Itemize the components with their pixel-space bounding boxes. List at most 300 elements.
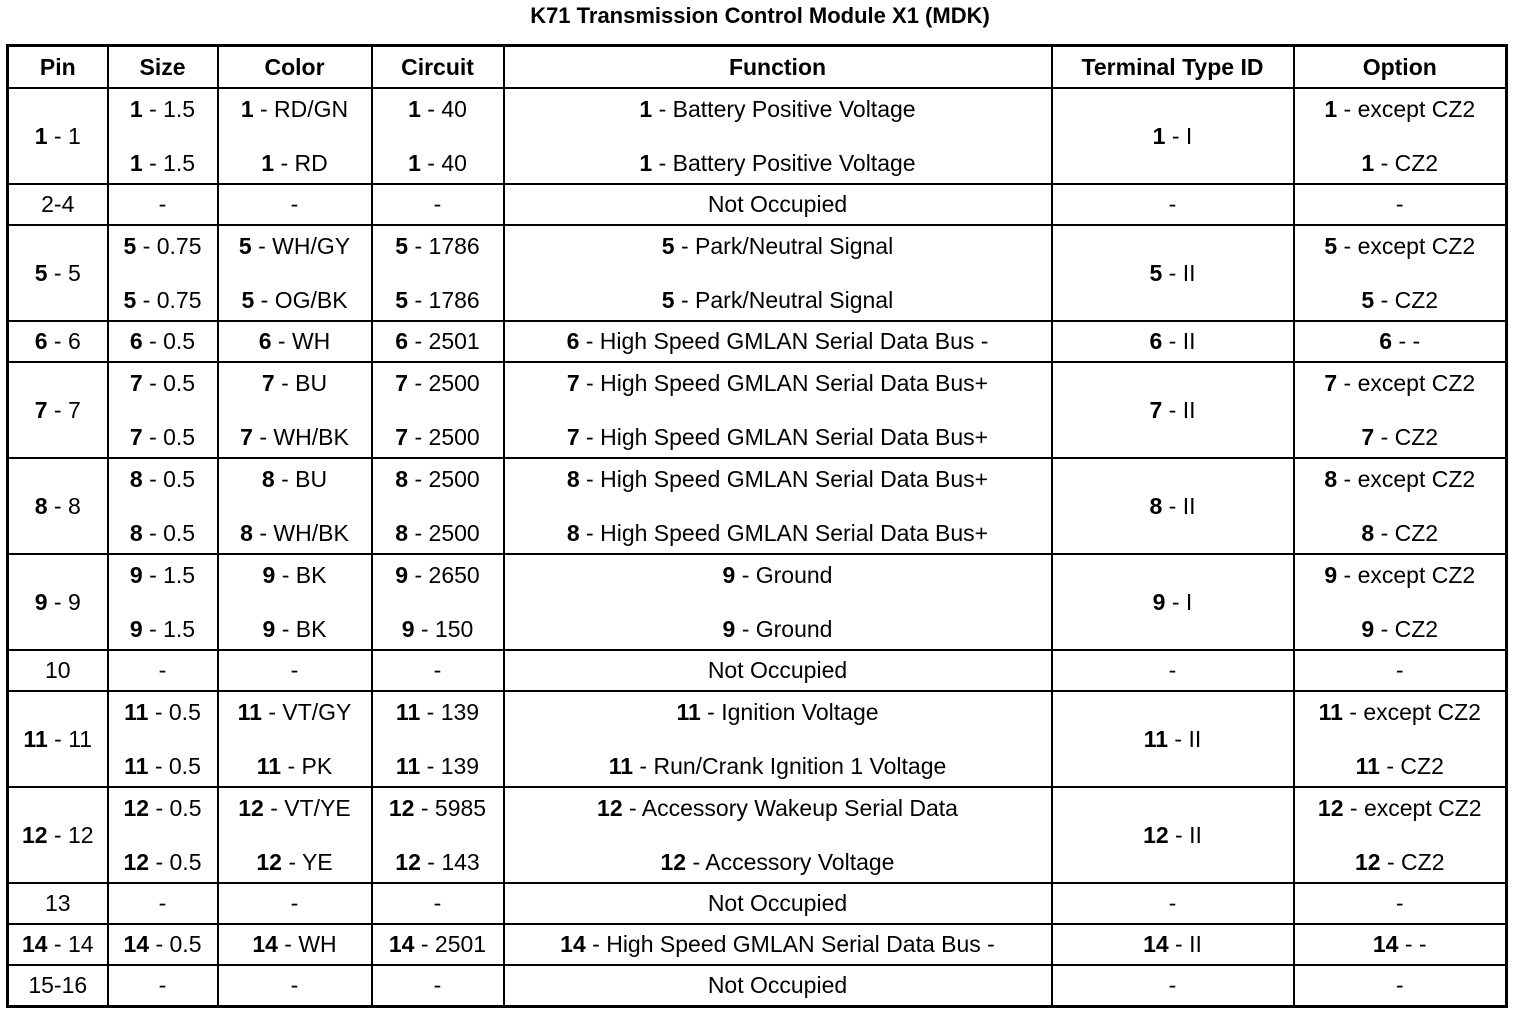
cell-value: - Battery Positive Voltage <box>652 150 916 176</box>
cell-line <box>219 231 371 261</box>
pin-number: 1 <box>1324 96 1338 122</box>
cell-stack <box>505 229 1051 317</box>
cell-line <box>109 464 217 494</box>
color-cell <box>218 554 372 650</box>
cell-stack <box>373 791 503 879</box>
color-cell: - <box>218 883 372 924</box>
cell-value: - 8 <box>47 492 81 519</box>
pin-number: 11 <box>1318 699 1343 725</box>
pin-cell <box>8 787 108 883</box>
cell-line <box>35 260 81 286</box>
pin-number: 12 <box>256 849 282 875</box>
pin-number: 7 <box>261 370 275 396</box>
pin-number: 12 <box>660 849 687 875</box>
cell-value: - 2500 <box>408 424 480 450</box>
cell-value: - Battery Positive Voltage <box>652 96 916 122</box>
table-row <box>8 225 1507 321</box>
cell-value: - WH/BK <box>252 424 349 450</box>
cell-value: - High Speed GMLAN Serial Data Bus+ <box>579 520 989 546</box>
pin-number: 9 <box>1152 588 1166 615</box>
cell-stack <box>373 92 503 180</box>
terminal-cell: - <box>1052 650 1294 691</box>
cell-line <box>1149 260 1195 286</box>
circuit-cell <box>372 554 504 650</box>
cell-line <box>505 94 1051 124</box>
color-cell <box>218 225 372 321</box>
cell-line <box>1373 931 1427 957</box>
cell-value: - I <box>1165 588 1193 615</box>
cell-line <box>22 822 94 848</box>
cell-line <box>1379 328 1420 354</box>
cell-line <box>1149 328 1195 354</box>
cell-line <box>505 285 1051 315</box>
cell-value: - 40 <box>420 96 467 122</box>
cell-line <box>219 368 371 398</box>
pin-number: 7 <box>1361 424 1375 450</box>
cell-value: - 0.5 <box>148 699 201 725</box>
cell-value: - except CZ2 <box>1337 96 1476 122</box>
cell-line <box>109 697 217 727</box>
pin-number: 1 <box>129 150 143 176</box>
cell-line <box>1295 793 1506 823</box>
color-cell <box>218 88 372 184</box>
pin-number: 1 <box>34 122 48 149</box>
pin-number: 14 <box>1143 931 1169 957</box>
function-cell: Not Occupied <box>504 965 1052 1007</box>
cell-line <box>567 328 989 354</box>
cell-line <box>219 422 371 452</box>
cell-line <box>1295 368 1506 398</box>
circuit-cell <box>372 924 504 965</box>
pin-number: 14 <box>252 931 278 957</box>
cell-line <box>505 231 1051 261</box>
function-cell <box>504 554 1052 650</box>
cell-value: - High Speed GMLAN Serial Data Bus - <box>579 328 989 354</box>
cell-line <box>109 847 217 877</box>
cell-line <box>109 285 217 315</box>
option-cell <box>1294 88 1507 184</box>
cell-line <box>373 518 503 548</box>
table-row <box>8 691 1507 787</box>
cell-value: - 139 <box>420 753 480 779</box>
cell-line <box>219 847 371 877</box>
size-cell: - <box>108 650 218 691</box>
cell-stack <box>1295 791 1506 879</box>
cell-line <box>1143 931 1202 957</box>
cell-value: - High Speed GMLAN Serial Data Bus - <box>585 931 995 957</box>
table-body <box>8 88 1507 1007</box>
terminal-cell: - <box>1052 965 1294 1007</box>
cell-line <box>1295 560 1506 590</box>
cell-stack <box>109 791 217 879</box>
color-cell <box>218 924 372 965</box>
cell-stack <box>505 366 1051 454</box>
pin-number: 8 <box>1149 492 1163 519</box>
column-header: Option <box>1294 46 1507 89</box>
cell-stack <box>109 462 217 550</box>
cell-value: - Ground <box>735 562 833 588</box>
cell-value: - Ignition Voltage <box>700 699 879 725</box>
table-row <box>8 321 1507 362</box>
pin-number: 11 <box>395 699 421 725</box>
function-cell <box>504 924 1052 965</box>
cell-value: - 9 <box>47 588 81 615</box>
pin-number: 7 <box>129 370 143 396</box>
circuit-cell <box>372 458 504 554</box>
cell-line <box>35 397 81 423</box>
cell-line <box>219 285 371 315</box>
cell-line <box>35 493 81 519</box>
cell-line <box>373 368 503 398</box>
cell-value: - OG/BK <box>254 287 348 313</box>
cell-line <box>373 847 503 877</box>
pin-number: 9 <box>262 562 276 588</box>
cell-value: - I <box>1165 122 1193 149</box>
cell-value: - 1.5 <box>142 150 196 176</box>
cell-value: - WH/BK <box>252 520 349 546</box>
cell-stack <box>505 695 1051 783</box>
pin-number: 5 <box>1149 259 1163 286</box>
size-cell <box>108 924 218 965</box>
pin-number: 8 <box>1324 466 1338 492</box>
cell-line <box>109 148 217 178</box>
table-row <box>8 650 1507 691</box>
color-cell <box>218 458 372 554</box>
pin-number: 8 <box>566 466 580 492</box>
cell-line <box>505 751 1051 781</box>
table-row <box>8 965 1507 1007</box>
cell-line <box>373 285 503 315</box>
function-cell: Not Occupied <box>504 883 1052 924</box>
cell-line <box>373 464 503 494</box>
cell-value: - 0.5 <box>149 931 202 957</box>
cell-line <box>373 793 503 823</box>
cell-line <box>219 614 371 644</box>
cell-value: - 2500 <box>408 466 480 492</box>
cell-value: - 1786 <box>408 233 480 259</box>
cell-stack <box>219 366 371 454</box>
pin-number: 5 <box>661 233 675 259</box>
circuit-cell <box>372 225 504 321</box>
cell-stack <box>1295 462 1506 550</box>
cell-value: - except CZ2 <box>1337 370 1476 396</box>
pin-number: 11 <box>124 753 149 779</box>
pin-number: 9 <box>1324 562 1338 588</box>
terminal-cell <box>1052 787 1294 883</box>
cell-line <box>109 793 217 823</box>
pin-cell <box>8 225 108 321</box>
cell-line <box>219 697 371 727</box>
circuit-cell: - <box>372 650 504 691</box>
cell-stack <box>219 791 371 879</box>
column-header: Color <box>218 46 372 89</box>
pinout-table <box>6 44 1508 1008</box>
pin-number: 1 <box>1152 122 1166 149</box>
circuit-cell: - <box>372 883 504 924</box>
pin-number: 5 <box>123 287 137 313</box>
option-cell <box>1294 225 1507 321</box>
cell-value: - Accessory Wakeup Serial Data <box>622 795 958 821</box>
cell-line <box>1143 822 1202 848</box>
option-cell <box>1294 458 1507 554</box>
pin-cell <box>8 88 108 184</box>
pin-cell <box>8 458 108 554</box>
cell-stack <box>219 462 371 550</box>
cell-line <box>109 614 217 644</box>
cell-stack <box>505 92 1051 180</box>
size-cell <box>108 787 218 883</box>
cell-stack <box>373 695 503 783</box>
cell-value: - Run/Crank Ignition 1 Voltage <box>633 753 947 779</box>
cell-line <box>35 328 81 354</box>
pin-number: 7 <box>395 370 409 396</box>
pin-number: 8 <box>395 520 409 546</box>
cell-value: - 1786 <box>408 287 480 313</box>
cell-line <box>1295 614 1506 644</box>
option-cell: - <box>1294 184 1507 225</box>
cell-value: - II <box>1168 821 1202 848</box>
cell-value: - Park/Neutral Signal <box>674 287 894 313</box>
function-cell <box>504 225 1052 321</box>
table-row <box>8 362 1507 458</box>
cell-value: - - <box>1398 931 1427 957</box>
table-row <box>8 787 1507 883</box>
cell-line <box>219 751 371 781</box>
cell-value: - 0.5 <box>148 753 201 779</box>
pin-number: 1 <box>408 96 421 122</box>
pin-number: 7 <box>395 424 409 450</box>
cell-line <box>373 560 503 590</box>
cell-value: - WH/GY <box>251 233 351 259</box>
cell-line <box>505 793 1051 823</box>
size-cell <box>108 88 218 184</box>
table-row <box>8 924 1507 965</box>
pin-number: 12 <box>388 795 415 821</box>
cell-line <box>1149 493 1195 519</box>
pin-number: 7 <box>1149 396 1163 423</box>
cell-stack <box>505 462 1051 550</box>
cell-value: - Park/Neutral Signal <box>674 233 894 259</box>
pin-number: 8 <box>129 466 143 492</box>
cell-value: - YE <box>281 849 333 875</box>
cell-line <box>505 368 1051 398</box>
cell-value: - 2501 <box>414 931 487 957</box>
cell-value: - except CZ2 <box>1337 233 1476 259</box>
cell-stack <box>1295 558 1506 646</box>
pin-number: 8 <box>261 466 275 492</box>
option-cell <box>1294 362 1507 458</box>
cell-stack <box>219 558 371 646</box>
circuit-cell <box>372 321 504 362</box>
cell-value: - 139 <box>420 699 480 725</box>
cell-value: - Accessory Voltage <box>686 849 895 875</box>
cell-value: - 0.5 <box>142 466 196 492</box>
pin-number: 9 <box>1361 616 1375 642</box>
cell-value: - 0.5 <box>142 370 196 396</box>
cell-line <box>109 368 217 398</box>
pin-number: 1 <box>261 150 275 176</box>
pin-number: 6 <box>34 328 48 354</box>
cell-line <box>219 148 371 178</box>
cell-line <box>1295 464 1506 494</box>
pin-number: 5 <box>395 287 409 313</box>
cell-line <box>373 697 503 727</box>
cell-value: - CZ2 <box>1374 287 1439 313</box>
cell-value: - BK <box>275 616 327 642</box>
terminal-cell <box>1052 362 1294 458</box>
pin-number: 8 <box>395 466 409 492</box>
cell-line <box>1153 123 1193 149</box>
color-cell <box>218 787 372 883</box>
pin-number: 9 <box>129 616 143 642</box>
pin-number: 14 <box>123 931 150 957</box>
cell-line <box>219 94 371 124</box>
page-title: K71 Transmission Control Module X1 (MDK) <box>530 3 990 28</box>
cell-line <box>505 422 1051 452</box>
cell-value: - except CZ2 <box>1337 562 1476 588</box>
cell-line <box>219 793 371 823</box>
cell-value: - 0.75 <box>136 287 202 313</box>
pin-number: 6 <box>1149 328 1163 354</box>
function-cell <box>504 458 1052 554</box>
cell-value: - PK <box>281 753 333 779</box>
cell-value: - 5 <box>47 259 81 286</box>
cell-value: - High Speed GMLAN Serial Data Bus+ <box>579 424 989 450</box>
function-cell: Not Occupied <box>504 184 1052 225</box>
color-cell: - <box>218 184 372 225</box>
function-cell <box>504 321 1052 362</box>
cell-stack <box>109 229 217 317</box>
column-header: Function <box>504 46 1052 89</box>
table-row <box>8 883 1507 924</box>
cell-value: - CZ2 <box>1379 753 1444 779</box>
cell-line <box>505 614 1051 644</box>
pin-number: 1 <box>1361 150 1375 176</box>
pin-cell <box>8 554 108 650</box>
pin-number: 12 <box>597 795 623 821</box>
terminal-cell <box>1052 458 1294 554</box>
cell-line <box>1295 231 1506 261</box>
cell-value: - 0.5 <box>142 520 196 546</box>
size-cell <box>108 458 218 554</box>
pin-number: 5 <box>123 233 137 259</box>
cell-value: - VT/GY <box>261 699 352 725</box>
cell-value: - 143 <box>420 849 480 875</box>
cell-value: - 2500 <box>408 520 480 546</box>
cell-value: - II <box>1168 931 1202 957</box>
cell-line <box>1295 518 1506 548</box>
pin-number: 5 <box>395 233 409 259</box>
function-cell <box>504 691 1052 787</box>
cell-stack <box>109 695 217 783</box>
pin-number: 9 <box>401 616 415 642</box>
cell-value: - 1 <box>47 122 81 149</box>
pin-number: 7 <box>240 424 253 450</box>
function-cell: Not Occupied <box>504 650 1052 691</box>
cell-line <box>395 328 479 354</box>
cell-value: - 6 <box>47 328 81 354</box>
cell-line <box>373 422 503 452</box>
cell-stack <box>219 695 371 783</box>
cell-line <box>373 751 503 781</box>
table-row <box>8 458 1507 554</box>
pin-number: 11 <box>676 699 701 725</box>
cell-stack <box>109 366 217 454</box>
circuit-cell <box>372 787 504 883</box>
cell-line <box>1295 148 1506 178</box>
cell-value: - High Speed GMLAN Serial Data Bus+ <box>579 370 989 396</box>
table-row <box>8 184 1507 225</box>
cell-line <box>35 589 81 615</box>
pin-cell <box>8 321 108 362</box>
cell-value: - 7 <box>47 396 81 423</box>
cell-line <box>219 518 371 548</box>
cell-line <box>505 697 1051 727</box>
cell-value: - 11 <box>47 725 93 752</box>
cell-line <box>373 94 503 124</box>
cell-value: - except CZ2 <box>1337 466 1476 492</box>
pin-number: 11 <box>124 699 149 725</box>
cell-value: - 150 <box>414 616 474 642</box>
pin-number: 5 <box>241 287 255 313</box>
function-cell <box>504 787 1052 883</box>
cell-stack <box>109 92 217 180</box>
option-cell <box>1294 554 1507 650</box>
cell-line <box>130 328 195 354</box>
pin-number: 11 <box>23 725 48 752</box>
pin-number: 1 <box>639 150 653 176</box>
cell-line <box>373 614 503 644</box>
column-header: Terminal Type ID <box>1052 46 1294 89</box>
terminal-cell <box>1052 924 1294 965</box>
pin-number: 11 <box>1355 753 1380 779</box>
cell-line <box>505 847 1051 877</box>
cell-line <box>1149 397 1195 423</box>
pin-number: 12 <box>123 795 150 821</box>
pin-number: 14 <box>560 931 586 957</box>
pin-number: 9 <box>395 562 409 588</box>
pin-number: 1 <box>408 150 421 176</box>
cell-value: - BU <box>274 466 328 492</box>
color-cell: - <box>218 965 372 1007</box>
pin-number: 11 <box>395 753 421 779</box>
circuit-cell: - <box>372 184 504 225</box>
cell-value: - 1.5 <box>142 616 196 642</box>
cell-line <box>219 560 371 590</box>
cell-stack <box>505 558 1051 646</box>
cell-value: - II <box>1162 396 1196 423</box>
pin-number: 8 <box>1361 520 1375 546</box>
cell-line <box>1144 726 1202 752</box>
cell-line <box>1295 422 1506 452</box>
cell-value: - except CZ2 <box>1343 795 1482 821</box>
table-header-row <box>8 46 1507 89</box>
cell-value: - BK <box>275 562 327 588</box>
cell-line <box>505 518 1051 548</box>
cell-line <box>373 148 503 178</box>
pin-number: 6 <box>566 328 580 354</box>
pin-number: 12 <box>1355 849 1381 875</box>
cell-stack <box>1295 229 1506 317</box>
pin-number: 12 <box>1317 795 1344 821</box>
function-cell <box>504 362 1052 458</box>
size-cell: - <box>108 883 218 924</box>
pin-number: 5 <box>34 259 48 286</box>
pin-number: 8 <box>240 520 253 546</box>
cell-value: - WH <box>277 931 337 957</box>
cell-value: - BU <box>274 370 328 396</box>
color-cell <box>218 691 372 787</box>
